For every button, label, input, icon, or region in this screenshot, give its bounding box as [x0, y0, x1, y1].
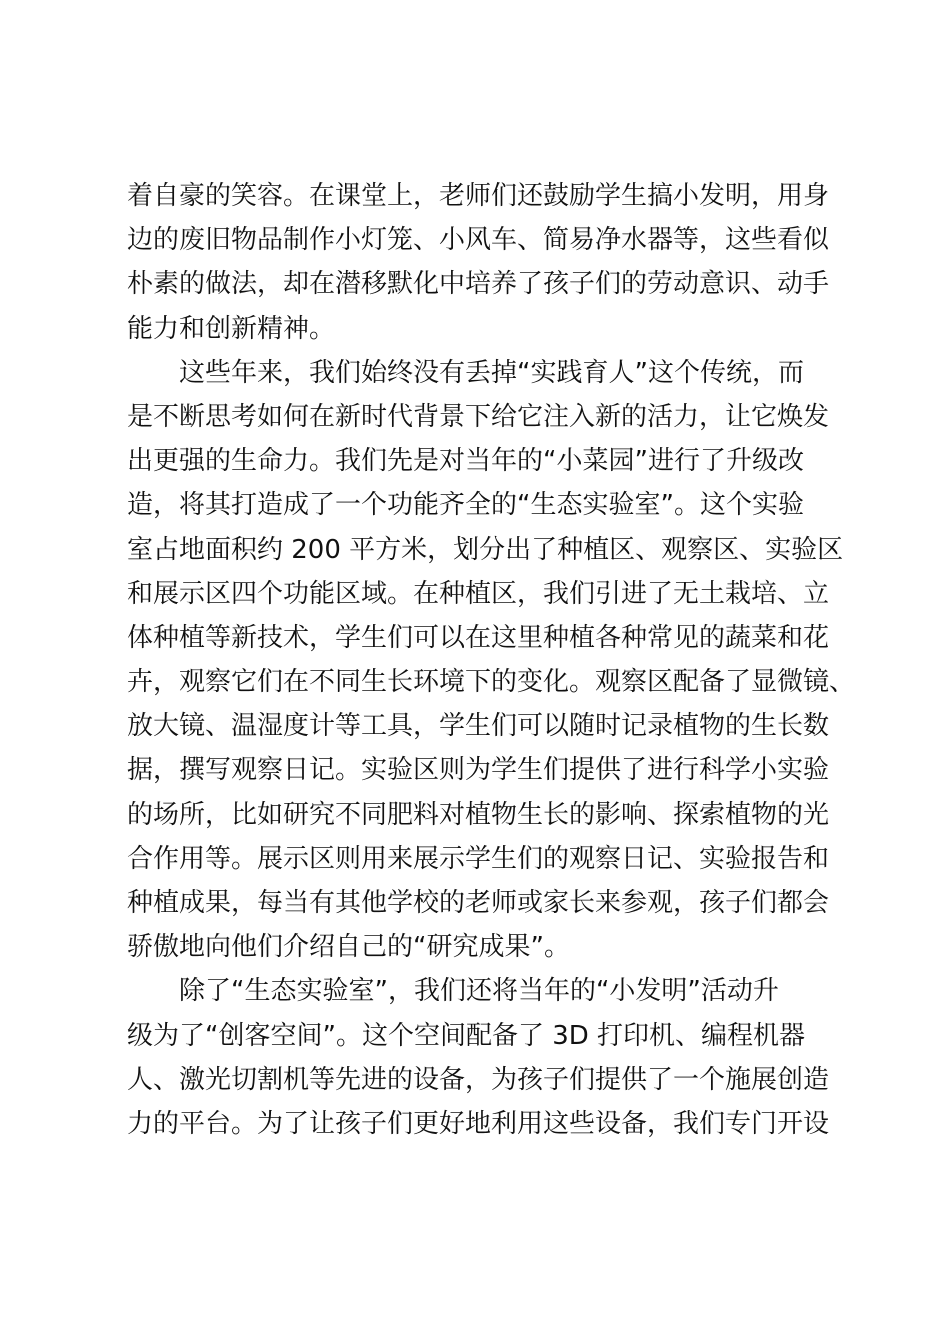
text-line: 朴素的做法，却在潜移默化中培养了孩子们的劳动意识、动手 — [127, 269, 830, 300]
text-line: 合作用等。展示区则用来展示学生们的观察日记、实验报告和 — [127, 843, 830, 874]
text-line: 种植成果，每当有其他学校的老师或家长来参观，孩子们都会 — [127, 888, 830, 918]
text-line: 骄傲地向他们介绍自己的“研究成果”。 — [127, 932, 570, 963]
text-line: 据，撰写观察日记。实验区则为学生们提供了进行科学小实验 — [127, 755, 830, 786]
text-line: 边的废旧物品制作小灯笼、小风车、简易净水器等，这些看似 — [127, 225, 830, 256]
text-line: 出更强的生命力。我们先是对当年的“小菜园”进行了升级改 — [127, 446, 804, 477]
text-line: 人、激光切割机等先进的设备，为孩子们提供了一个施展创造 — [127, 1064, 830, 1095]
text-line: 级为了“创客空间”。这个空间配备了 3D 打印机、编程机器 — [127, 1020, 806, 1051]
text-line: 的场所，比如研究不同肥料对植物生长的影响、探索植物的光 — [127, 799, 830, 830]
text-line: 卉，观察它们在不同生长环境下的变化。观察区配备了显微镜、 — [127, 667, 856, 698]
paragraph-first-line: 除了“生态实验室”，我们还将当年的“小发明”活动升 — [179, 976, 779, 1007]
text-line: 是不断思考如何在新时代背景下给它注入新的活力，让它焕发 — [127, 401, 830, 432]
body-text — [127, 174, 856, 1146]
text-line: 室占地面积约 200 平方米，划分出了种植区、观察区、实验区 — [127, 534, 844, 565]
text-line: 体种植等新技术，学生们可以在这里种植各种常见的蔬菜和花 — [127, 622, 830, 653]
text-line: 着自豪的笑容。在课堂上，老师们还鼓励学生搞小发明，用身 — [127, 181, 830, 211]
text-line: 能力和创新精神。 — [127, 313, 336, 344]
text-line: 力的平台。为了让孩子们更好地利用这些设备，我们专门开设 — [127, 1108, 830, 1139]
text-line: 放大镜、温湿度计等工具，学生们可以随时记录植物的生长数 — [127, 711, 830, 742]
paragraph-first-line: 这些年来，我们始终没有丢掉“实践育人”这个传统，而 — [179, 357, 804, 388]
text-line: 和展示区四个功能区域。在种植区，我们引进了无土栽培、立 — [127, 578, 830, 609]
text-line: 造，将其打造成了一个功能齐全的“生态实验室”。这个实验 — [127, 490, 804, 521]
